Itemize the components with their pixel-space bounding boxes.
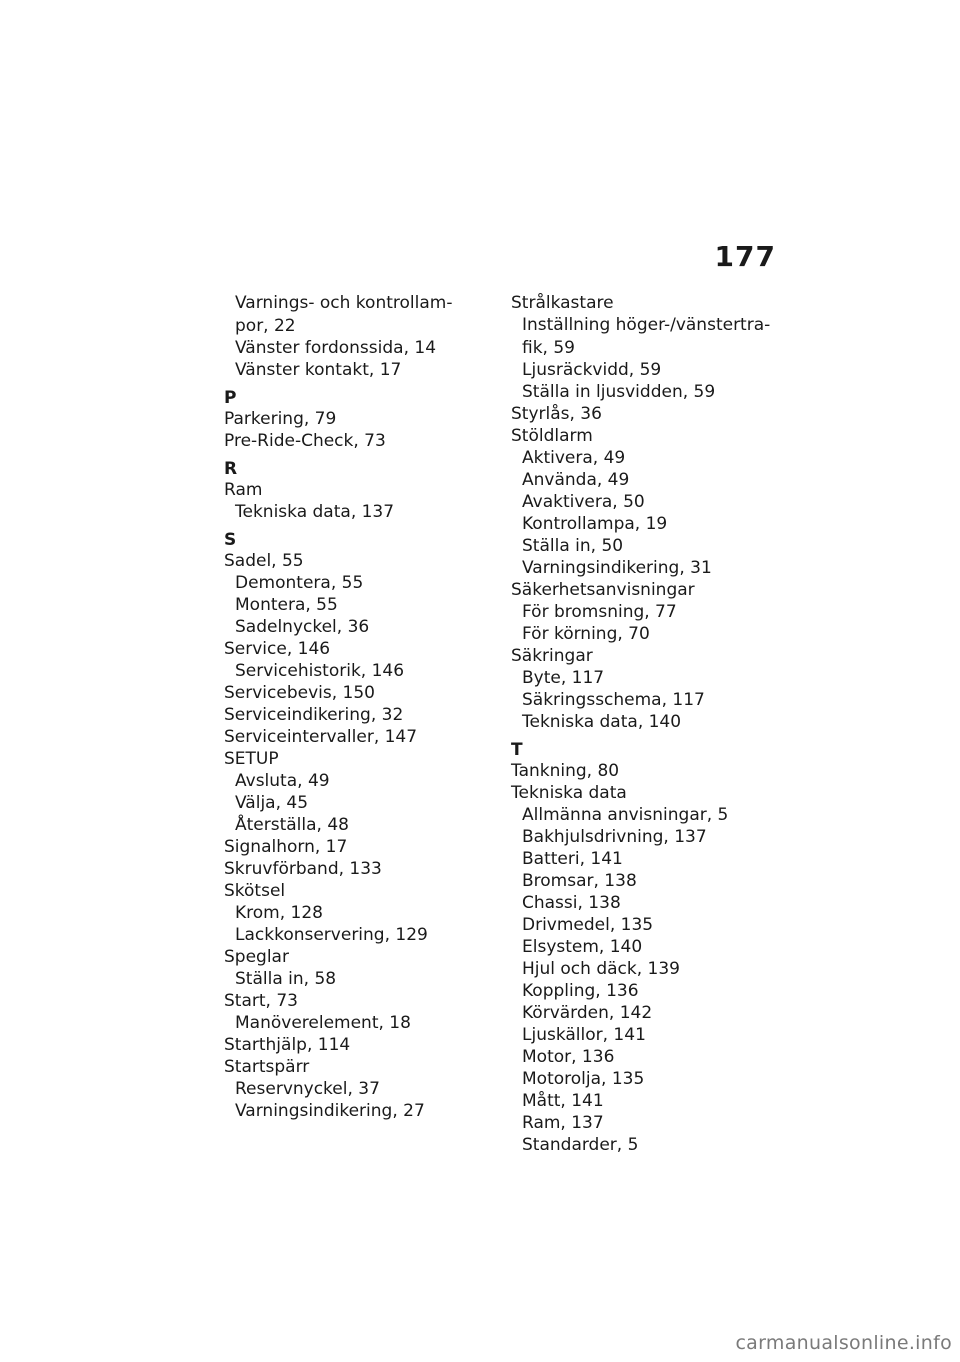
index-subentry: Ljusräckvidd, 59	[522, 360, 662, 380]
index-entry: Säkerhetsanvisningar	[511, 580, 695, 600]
index-subentry: Montera, 55	[235, 595, 338, 615]
index-subentry: Bakhjulsdrivning, 137	[522, 827, 707, 847]
index-column-left	[224, 292, 494, 1122]
index-subentry: Ställa in ljusvidden, 59	[522, 382, 716, 402]
index-subentry: Elsystem, 140	[522, 937, 643, 957]
index-subentry: Krom, 128	[235, 903, 323, 923]
index-subentry: Motor, 136	[522, 1047, 615, 1067]
index-subentry: Manöverelement, 18	[235, 1013, 411, 1033]
index-subentry: Koppling, 136	[522, 981, 639, 1001]
index-subentry: Återställa, 48	[235, 815, 349, 835]
index-letter-heading: P	[224, 388, 237, 408]
index-subentry: Mått, 141	[522, 1091, 604, 1111]
index-entry: Speglar	[224, 947, 289, 967]
index-entry: Startspärr	[224, 1057, 310, 1077]
index-subentry: Vänster kontakt, 17	[235, 360, 402, 380]
index-subentry: Varningsindikering, 31	[522, 558, 712, 578]
index-subentry: por, 22	[235, 316, 296, 336]
index-subentry: Tekniska data, 140	[522, 712, 682, 732]
index-letter-heading: T	[511, 740, 523, 760]
index-entry: Skötsel	[224, 881, 286, 901]
index-subentry: Allmänna anvisningar, 5	[522, 805, 729, 825]
index-entry: Sadel, 55	[224, 551, 304, 571]
index-subentry: Välja, 45	[235, 793, 309, 813]
index-subentry: Varnings- och kontrollam-	[235, 293, 453, 313]
page-number: 177	[714, 240, 776, 273]
index-entry: Tankning, 80	[511, 761, 620, 781]
index-subentry: Ram, 137	[522, 1113, 604, 1133]
index-letter-heading: S	[224, 530, 237, 550]
index-subentry: fik, 59	[522, 338, 575, 358]
index-subentry: Avaktivera, 50	[522, 492, 645, 512]
index-entry: Start, 73	[224, 991, 298, 1011]
index-letter-heading: R	[224, 459, 238, 479]
index-entry: Stöldlarm	[511, 426, 593, 446]
index-subentry: Använda, 49	[522, 470, 630, 490]
index-subentry: Kontrollampa, 19	[522, 514, 668, 534]
index-subentry: Reservnyckel, 37	[235, 1079, 380, 1099]
index-subentry: Motorolja, 135	[522, 1069, 645, 1089]
index-entry: Tekniska data	[511, 783, 627, 803]
index-entry: Serviceindikering, 32	[224, 705, 404, 725]
index-subentry: Hjul och däck, 139	[522, 959, 680, 979]
index-entry: Strålkastare	[511, 293, 614, 313]
index-entry: Starthjälp, 114	[224, 1035, 351, 1055]
index-entry: Parkering, 79	[224, 409, 337, 429]
index-entry: SETUP	[224, 749, 279, 769]
index-subentry: Byte, 117	[522, 668, 605, 688]
index-entry: Styrlås, 36	[511, 404, 602, 424]
index-subentry: Ljuskällor, 141	[522, 1025, 646, 1045]
index-entry: Service, 146	[224, 639, 331, 659]
index-subentry: Ställa in, 50	[522, 536, 624, 556]
index-entry: Serviceintervaller, 147	[224, 727, 418, 747]
watermark-footer: carmanualsonline.info	[735, 1332, 952, 1354]
index-entry: Ram	[224, 480, 263, 500]
index-subentry: Avsluta, 49	[235, 771, 330, 791]
index-subentry: Batteri, 141	[522, 849, 623, 869]
index-subentry: Ställa in, 58	[235, 969, 337, 989]
index-subentry: Chassi, 138	[522, 893, 621, 913]
index-entry: Servicebevis, 150	[224, 683, 375, 703]
index-subentry: Drivmedel, 135	[522, 915, 654, 935]
index-subentry: Aktivera, 49	[522, 448, 626, 468]
index-entry: Säkringar	[511, 646, 593, 666]
index-entry: Signalhorn, 17	[224, 837, 348, 857]
index-entry: Skruvförband, 133	[224, 859, 382, 879]
index-subentry: För körning, 70	[522, 624, 650, 644]
index-subentry: Körvärden, 142	[522, 1003, 653, 1023]
index-subentry: Servicehistorik, 146	[235, 661, 405, 681]
index-subentry: Standarder, 5	[522, 1135, 639, 1155]
index-subentry: Vänster fordonssida, 14	[235, 338, 437, 358]
index-subentry: För bromsning, 77	[522, 602, 677, 622]
index-subentry: Inställning höger-/vänstertra-	[522, 315, 771, 335]
index-subentry: Säkringsschema, 117	[522, 690, 705, 710]
index-subentry: Lackkonservering, 129	[235, 925, 428, 945]
index-subentry: Tekniska data, 137	[235, 502, 395, 522]
index-subentry: Sadelnyckel, 36	[235, 617, 370, 637]
index-column-right	[511, 292, 781, 1156]
index-entry: Pre-Ride-Check, 73	[224, 431, 386, 451]
index-subentry: Varningsindikering, 27	[235, 1101, 425, 1121]
index-subentry: Bromsar, 138	[522, 871, 637, 891]
index-subentry: Demontera, 55	[235, 573, 364, 593]
